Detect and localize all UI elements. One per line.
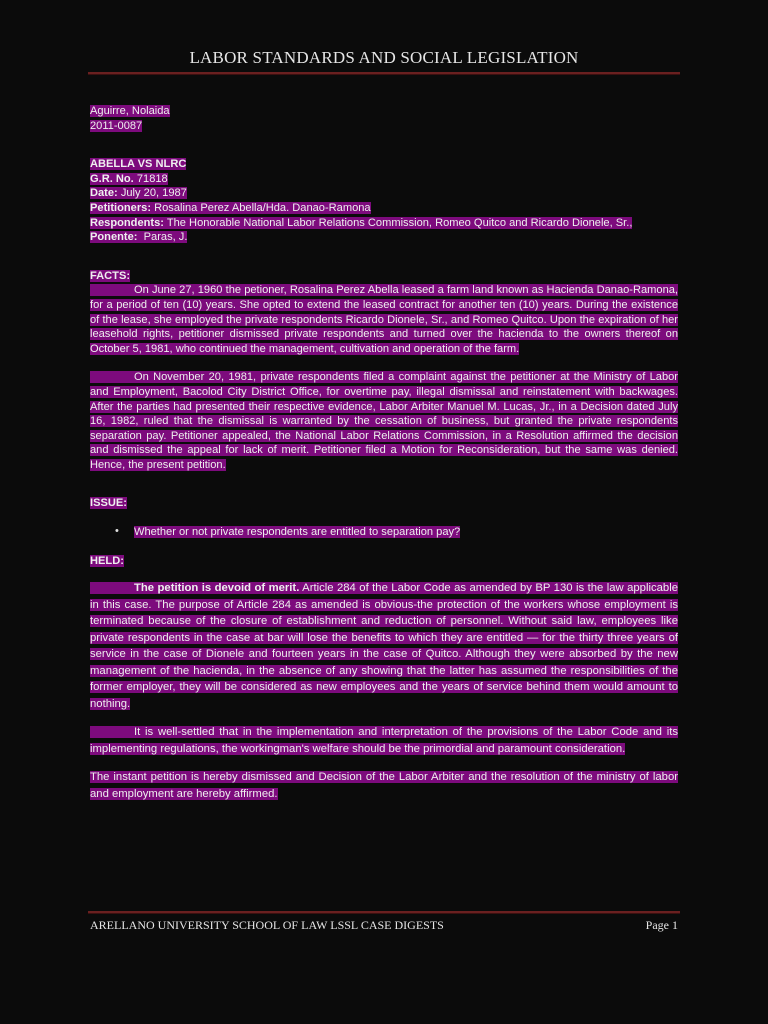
held-paragraph-1: The petition is devoid of merit. Article 284 of the Labor Code as amended by BP 130 is the law applicable in this case. The purpose of Article 284 as amended is obvious-the protection of the workers whose employment is terminated because of the closure of establishment and reduction of personnel. Without said law, employees like private respondents in the case at bar will lose the benefits to which they are entitled — for the thirty three years of service in the case of Dionele and fourteen years in the case of Quitco. Although they were absorbed by the new management of the hacienda, in the absence of any showing that the latter has assumed the responsibilities of the former employer, they will be considered as new employees and the years of service behind them would amount to nothing. (90, 582, 678, 710)
held-heading: HELD: (90, 554, 124, 567)
issue-list (90, 525, 678, 540)
case-title: ABELLA VS NLRC (90, 158, 187, 171)
page-header-title: LABOR STANDARDS AND SOCIAL LEGISLATION (189, 48, 579, 67)
case-date: Date: July 20, 1987 (90, 187, 187, 200)
header-rule (88, 72, 680, 75)
author-id: 2011-0087 (90, 119, 143, 132)
footer-rule (88, 911, 680, 914)
author-name: Aguirre, Nolaida (90, 105, 170, 117)
facts-paragraph-1: On June 27, 1960 the petioner, Rosalina Perez Abella leased a farm land known as Hacienda Danao-Ramona, for a period of ten (10) years. She opted to extend the leased contract for another ten (10) years. During the existence of the lease, she employed the private respondents Ricardo Dionele, Sr., and Romeo Quitco. Upon the expiration of her leasehold rights, petitioner dismissed private respondents and turned over the hacienda to the owners thereof on October 5, 1981, who continued the management, cultivation and operation of the farm. (90, 284, 678, 355)
held-paragraph-3: The instant petition is hereby dismissed and Decision of the Labor Arbiter and the resolution of the ministry of labor and employment are hereby affirmed. (90, 771, 678, 800)
page-number: Page 1 (645, 918, 678, 932)
facts-heading: FACTS: (90, 269, 131, 282)
case-respondents: Respondents: The Honorable National Labor Relations Commission, Romeo Quitco and Ricardo Dionele, Sr., (90, 216, 633, 229)
held-paragraph-2: It is well-settled that in the implementation and interpretation of the provisions of the Labor Code and its implementing regulations, the workingman's welfare should be the primordial and paramount consideration. (90, 726, 678, 755)
case-gr: G.R. No. 71818 (90, 172, 168, 185)
facts-paragraph-2: On November 20, 1981, private respondents filed a complaint against the petitioner at the Ministry of Labor and Employment, Bacolod City District Office, for overtime pay, illegal dismissal and reinstatement with backwages. After the parties had presented their respective evidence, Labor Arbiter Manuel M. Lucas, Jr., in a Decision dated July 16, 1982, ruled that the dismissal is warranted by the cessation of business, but granted the private respondents separation pay. Petitioner appealed, the National Labor Relations Commission, in a Resolution affirmed the decision and dismissed the appeal for lack of merit. Petitioner filed a Motion for Reconsideration, but the same was denied. Hence, the present petition. (90, 371, 678, 471)
footer-left-text: ARELLANO UNIVERSITY SCHOOL OF LAW LSSL CASE DIGESTS (90, 918, 444, 932)
case-ponente: Ponente: Paras, J. (90, 231, 188, 244)
issue-item: • Whether or not private respondents are entitled to separation pay? (134, 525, 678, 540)
issue-heading: ISSUE: (90, 497, 127, 510)
case-petitioners: Petitioners: Rosalina Perez Abella/Hda. Danao-Ramona (90, 201, 371, 214)
document-body (90, 104, 678, 802)
